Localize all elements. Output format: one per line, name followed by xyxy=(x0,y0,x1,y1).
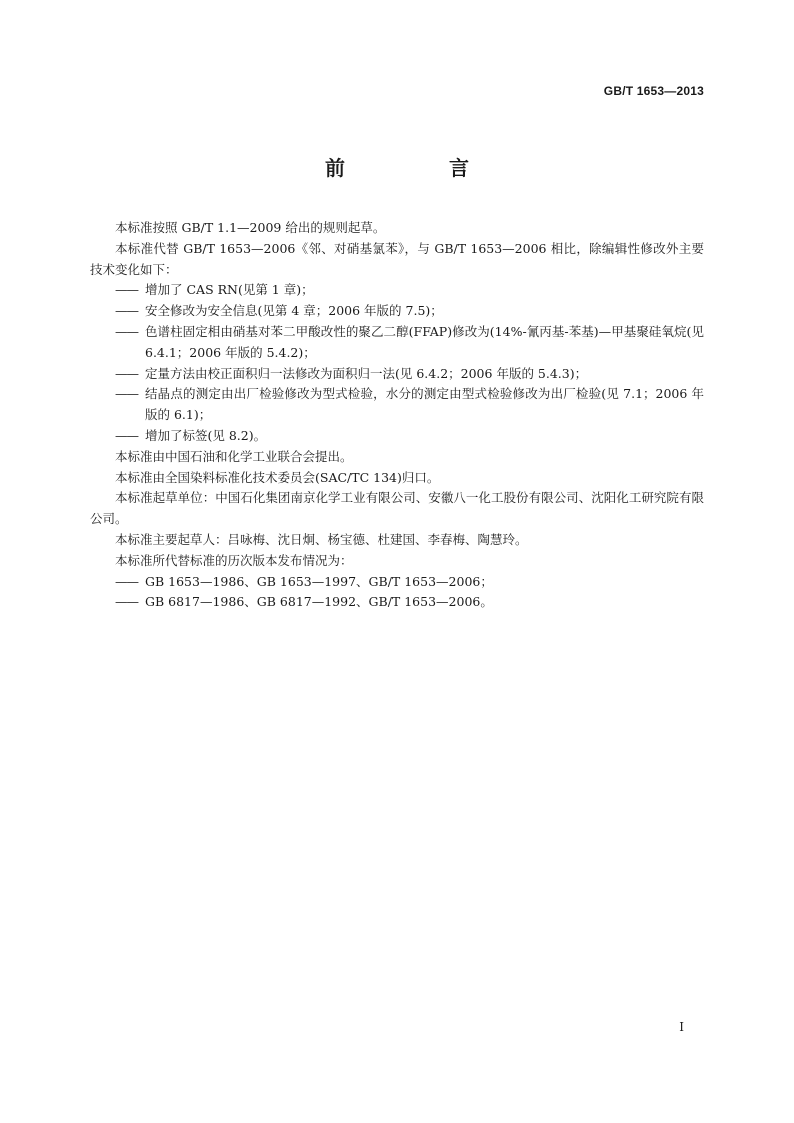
list-dash: —— xyxy=(115,594,138,610)
list-dash: —— xyxy=(115,282,138,298)
list-dash: —— xyxy=(115,323,138,339)
foreword-body xyxy=(90,218,704,613)
paragraph-drafters: 本标准主要起草人：吕咏梅、沈日炯、杨宝德、杜建国、李春梅、陶慧玲。 xyxy=(115,531,528,547)
list-dash: —— xyxy=(115,427,138,443)
list-item-history xyxy=(90,592,704,613)
list-item-change xyxy=(90,426,704,447)
list-dash: —— xyxy=(115,386,138,402)
paragraph-history-intro: 本标准所代替标准的历次版本发布情况为： xyxy=(115,552,353,568)
list-item-text: 增加了标签(见 8.2)。 xyxy=(145,427,267,443)
list-dash: —— xyxy=(115,303,138,319)
list-item-change xyxy=(90,301,704,322)
list-item-history xyxy=(90,572,704,593)
paragraph-committee: 本标准由全国染料标准化技术委员会(SAC/TC 134)归口。 xyxy=(115,469,440,485)
list-item-text: 安全修改为安全信息(见第 4 章；2006 年版的 7.5)； xyxy=(145,303,443,319)
list-dash: —— xyxy=(115,573,138,589)
page-title: 前 言 xyxy=(325,156,511,180)
list-item-text: 定量方法由校正面积归一法修改为面积归一法(见 6.4.2；2006 年版的 5.4.3)； xyxy=(145,365,588,381)
list-item-change xyxy=(90,280,704,301)
list-item-text: 增加了 CAS RN(见第 1 章)； xyxy=(145,282,314,298)
list-item-change xyxy=(90,364,704,385)
standard-code-header: GB/T 1653—2013 xyxy=(603,84,704,98)
list-item-text: 结晶点的测定由出厂检验修改为型式检验，水分的测定由型式检验修改为出厂检验(见 7.1；2006 年版的 6.1)； xyxy=(145,386,704,423)
paragraph-replacement: 本标准代替 GB/T 1653—2006《邻、对硝基氯苯》，与 GB/T 1653—2006 相比，除编辑性修改外主要技术变化如下： xyxy=(90,240,704,277)
paragraph-proposer: 本标准由中国石油和化学工业联合会提出。 xyxy=(115,448,353,464)
list-item-change xyxy=(90,322,704,364)
list-item-change xyxy=(90,384,704,426)
list-item-text: GB 6817—1986、GB 6817—1992、GB/T 1653—2006。 xyxy=(145,594,493,610)
paragraph-drafting-rules: 本标准按照 GB/T 1.1—2009 给出的规则起草。 xyxy=(115,220,386,235)
list-item-text: GB 1653—1986、GB 1653—1997、GB/T 1653—2006； xyxy=(145,573,493,589)
page-number: I xyxy=(679,1020,684,1034)
list-item-text: 色谱柱固定相由硝基对苯二甲酸改性的聚乙二醇(FFAP)修改为(14%-氰丙基-苯基)—甲基聚硅氧烷(见 6.4.1；2006 年版的 5.4.2)； xyxy=(145,323,704,360)
list-dash: —— xyxy=(115,365,138,381)
paragraph-drafting-units: 本标准起草单位：中国石化集团南京化学工业有限公司、安徽八一化工股份有限公司、沈阳化工研究院有限公司。 xyxy=(90,490,704,527)
